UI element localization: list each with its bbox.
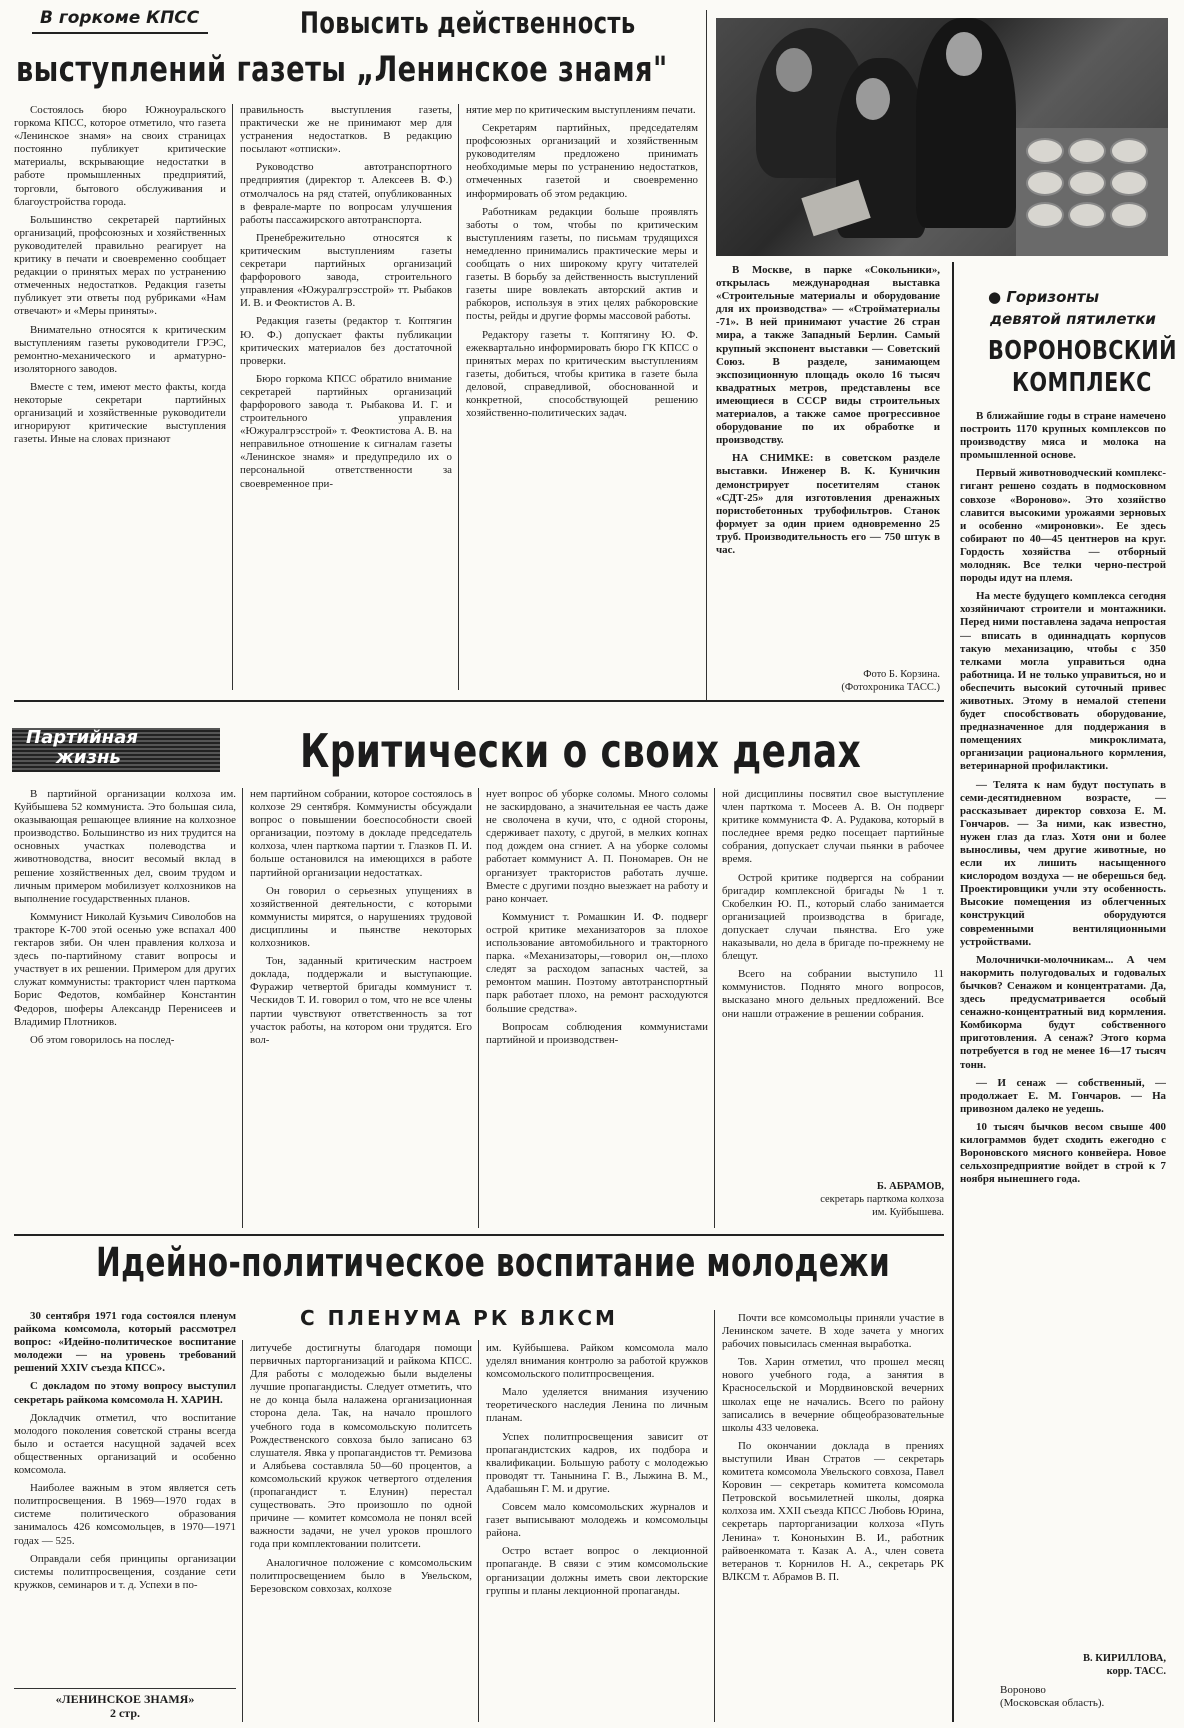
top-article-col3: нятие мер по критическим выступлениям печати. Секретарям партийных, председателям профсоюзных организаций и хозяйственным руководителям предложено принимать необходимые меры по устранению недостатков, отмеченных газетой и своевременно информировать об этом редакцию. Работникам редакции больше проявлять заботы о том, чтобы по критическим выступлениям газеты, по письмам трудящихся немедленно принимались практические меры и сообщать о них широкому кругу читателей газеты. В борьбу за действенность выступлений газеты шире вовлекать авторский актив и рабкоров, используя в этих целях рабкоровские посты, рейды и другие формы массовой работы. Редактору газеты т. Коптягину Ю. Ф. ежеквартально информировать бюро ГК КПСС о принятых мерах по критическим выступлениям газеты, добиться, чтобы критика в газете была деловой, справедливой, обоснованной и конкретной, способствующей решению хозяйственно-политических задач. [466,104,698,420]
rubric-gorizonty: ● Горизонты [988,288,1100,306]
right-headline-line2: КОМПЛЕКС [1012,368,1152,398]
bottom-article-col2: литучебе достигнуты благодаря помощи первичных парторганизаций и райкома КПСС. Для работы с молодежью были выделены лучшие пропагандисты. Следует отметить, что не до конца была налажена организационная сторона дела. Так, на начало прошлого учебного года в комсомольскую политсеть Рождественского совхоза было записано 63 слушателя. Явка у пропагандистов тт. Ремизова и Алябьева составляла 50—60 процентов, а комсомольский кружок четвертого отделения (пропагандист т. Елунин) перестал существовать. Это произошло по одной причине — комитет комсомола не понял всей важности задачи, не учел уроков прошлого года при комплектовании политсети. Аналогичное положение с комсомольским политпросвещением было в Увельском, Березовском совхозах, колхозе [250,1342,472,1595]
middle-article-col2: нем партийном собрании, которое состоялось в колхозе 29 сентября. Коммунисты обсуждали вопрос о повышении боеспособности своей организации, поэтому в докладе председатель колхоза, член парткома партии т. Глазков П. И. больше остановился на имеющихся в работе партийной организации недостатках. Он говорил о серьезных упущениях в хозяйственной деятельности, с которыми коммунисты мирятся, о нарушениях трудовой дисциплины и пьянстве некоторых колхозников. Тон, заданный критическим настроем доклада, поддержали и выступающие. Фуражир четвертой бригады коммунист т. Ческидов Т. И. говорил о том, что не все члены партии чувствуют ответственность за тот участок работы, на котором они трудятся. Его вол- [250,788,472,1046]
photo-credit: Фото Б. Корзина. (Фотохроника ТАСС.) [841,669,940,693]
column-rule [478,1340,479,1722]
bottom-headline: Идейно-политическое воспитание молодежи [96,1240,891,1286]
column-rule [458,104,459,690]
column-rule [478,788,479,1228]
right-article-place: Вороново (Московская область). [1000,1684,1105,1709]
snimke-label: НА СНИМКЕ: [732,452,814,465]
right-article-signature: В. КИРИЛЛОВА, корр. ТАСС. [1083,1653,1166,1677]
column-rule [242,788,243,1228]
rubric-party-life: Партийная жизнь [12,728,220,772]
rubric-pyatiletki: девятой пятилетки [990,310,1156,328]
newspaper-name: «ЛЕНИНСКОЕ ЗНАМЯ» [55,1692,195,1706]
column-rule [714,788,715,1228]
top-article-col1: Состоялось бюро Южноуральского горкома КПСС, которое отметило, что газета «Ленинское знамя» на своих страницах постоянно публикует критические материалы, вскрывающие недостатки в работе промышленных предприятий, торговли, бытового обслуживания и благоустройства города. Большинство секретарей партийных организаций, профсоюзных и хозяйственных руководителей правильно реагирует на критику в печати и своевременно сообщает редакции о принятых мерах по устранению отмеченных недостатков. Редакция газеты публикует эти ответы под рубриками «Нам отвечают» и «Меры приняты». Внимательно относятся к критическим выступлениям газеты руководители ГРЭС, ремонтно-механического и арматурно-изоляторного заводов. Вместе с тем, имеют место факты, когда некоторые секретари партийных организаций и хозяйственные руководители игнорируют критические выступления газеты. Иные на словах признают [14,104,226,446]
rubric-underline [32,32,208,34]
middle-article-signature: Б. АБРАМОВ, секретарь парткома колхоза им. Куйбышева. [820,1181,944,1218]
footer-rule [14,1688,236,1689]
middle-headline: Критически о своих делах [300,724,862,778]
middle-article-col3: нует вопрос об уборке соломы. Много соломы не заскирдовано, а значительная ее часть даже не сволочена в кучи, что, с одной стороны, сдерживает пахоту, с другой, в мелких копнах под дождем она сгниет. А на уборке соломы работает коммунист А. П. Пономарев. Он не организует трактористов работать лучше. Вместе с другими поздно выезжает на работу и рано кончает. Коммунист т. Ромашкин И. Ф. подверг острой критике механизаторов за плохое использование автомобильного и тракторного парка. «Механизаторы,—говорил он,—плохо следят за расходом запасных частей, за ремонтом машин. Поэтому автотранспортный парк работает плохо, на ремонт расходуются большие средства». Вопросам соблюдения коммунистами партийной и производствен- [486,788,708,1046]
middle-article-col4: ной дисциплины посвятил свое выступление член парткома т. Мосеев А. В. Он подверг критике коммуниста Ф. А. Рудакова, который в последнее время редко посещает партийные собрания, допускает случаи пьянки в рабочее время. Острой критике подвергся на собрании бригадир комплексной бригады № 1 т. Скобелкин Ю. П., который слабо занимается организацией производства в бригаде, допускает случаи пьянства. Его уже наказывали, но дела в бригаде по-прежнему не блещут. Всего на собрании выступило 11 коммунистов. Поднято много вопросов, высказано много дельных предложений. Все они нашли отражение в решении собрания. [722,788,944,1020]
page-footer [14,1692,236,1720]
photo-caption: В Москве, в парке «Сокольники», открылась международная выставка «Строительные материалы и оборудование для их производства» — «Стройматериалы -71». В ней принимают участие 26 стран мира, а также Западный Берлин. Самый крупный экспонент выставки — Советский Союз. В разделе, занимающем экспозиционную площадь около 16 тысяч квадратных метров, представлены все имеющиеся в СССР виды строительных материалов, а также самое прогрессивное оборудование по их обработке и производству. НА СНИМКЕ: в советском разделе выставки. Инженер В. К. Куничкин демонстрирует посетителям станок «СДТ-25» для изготовления дренажных пористобетонных трубофильтров. Станок формует за один прием одновременно 25 труб. Производительность его — 750 штук в час. [716,264,940,556]
right-headline-line1: ВОРОНОВСКИЙ [988,336,1177,366]
middle-article-col1: В партийной организации колхоза им. Куйбышева 52 коммуниста. Это большая сила, оказывающая решающее влияние на колхозное производство. Большинство из них трудится на основных участках полеводства и животноводства, вносит весомый вклад в решение хозяйственных дел, своим трудом и личным примером мобилизует колхозников на выполнение государственных планов. Коммунист Николай Кузьмич Сиволобов на тракторе К-700 этой осенью уже вспахал 400 гектаров зяби. Он член правления колхоза и здесь по-партийному ставит вопросы и участвует в их решении. Примером для других служат коммунисты: тракторист член парткома Борис Федотов, комбайнер Константин Федоров, шоферы Александр Перенисеев и Владимир Плотников. Об этом говорилось на послед- [14,788,236,1046]
section-rule [14,1234,944,1236]
right-column-rule [952,262,954,1722]
top-article-col2: правильность выступления газеты, практически же не принимают мер для устранения недостатков. В редакцию посылают «отписки». Руководство автотранспортного предприятия (директор т. Алексеев В. Ф.) отмолчалось на ряд статей, опубликованных в феврале-марте по вопросам улучшения работы пассажирского автотранспорта. Пренебрежительно относятся к критическим выступлениям газеты секретари партийных организаций фарфорового завода, строительного управления «Южуралгрэсстрой» тт. Рыбаков И. В. и Феоктистов А. В. Редакция газеты (редактор т. Коптягин Ю. Ф.) допускает факты публикации критических материалов без достаточной проверки. Бюро горкома КПСС обратило внимание секретарей партийных организаций фарфорового завода т. Рыбакова И. Г. и строительного управления «Южуралгрэсстрой» т. Феоктистова А. В. на неправильное отношение к сигналам газеты «Ленинское знамя» и предупредило их о персональной ответственности за своевременное при- [240,104,452,490]
exhibition-photo [716,18,1168,256]
bottom-article-col4: Почти все комсомольцы приняли участие в Ленинском зачете. В ходе зачета у многих рабочих повысилась сменная выработка. Тов. Харин отметил, что прошел месяц нового учебного года, а занятия в Красносельской и Мордвиновской вечерних школах еще не начались. Всего по району записались в вечерние общеобразовательные школы 433 человека. По окончании доклада в прениях выступили Иван Стратов — секретарь комитета комсомола Увельского совхоза, Павел Коровин — секретарь комитета комсомола Петровской восьмилетней школы, доярка колхоза им. XXII съезда КПСС Любовь Юрина, секретарь парторганизации колхоза «Путь Ленина» т. Кононыхин В. И., работник райвоенкомата т. Казак А. А., член совета ветеранов т. Корнилов Н. А., секретарь РК ВЛКСМ т. Абрамов В. П. [722,1312,944,1583]
right-article-body: В ближайшие годы в стране намечено построить 1170 крупных комплексов по производству мяса и молока на промышленной основе. Первый животноводческий комплекс-гигант решено создать в подмосковном совхозе «Вороново». Это хозяйство славится высокими урожаями зерновых и особенно «мироновки». Ее здесь собирают по 40—45 центнеров на круг. Гордость хозяйства — отборный молодняк. Все телки черно-пестрой породы идут на племя. На месте будущего комплекса сегодня хозяйничают строители и монтажники. Перед ними поставлена задача непростая — вписать в одиннадцать корпусов такую механизацию, чтобы с 350 телками могла управиться одна работница. И не только управиться, но и обеспечить высокий суточный привес животных. Этому в немалой степени будет способствовать оборудование, предназначенное для поддержания в помещениях микроклимата, организации рационального кормления, ветеринарной профилактики. — Телята к нам будут поступать в семи-десятидневном возрасте, — рассказывает директор совхоза Е. М. Гончаров. — За ними, как известно, нужен глаз да глаз. Хотя они и более выносливы, чем другие животные, но если их лишить насыщенного кислородом воздуха — не оберешься бед. Проектировщики учли эту особенность. Высокие помещения из облегченных конструкций оборудуются современными вентиляционными устройствами. Молочнички-молочникам... А чем накормить полугодовалых и годовалых бычков? Сенажом и концентратами. Да, здесь предусматривается особый сенажно-концентратный вид кормления. Комбикорма будут собственного приготовления. А сенаж? Этого корма потребуется в год не менее 16—17 тысяч тонн. — И сенаж — собственный, — продолжает Е. М. Гончаров. — На привозном далеко не уедешь. 10 тысяч бычков весом свыше 400 килограммов будет сходить ежегодно с Вороновского мясного конвейера. Новое сельхозпредприятие войдет в строй к 7 ноября нынешнего года. [960,410,1166,1186]
top-headline-line2: выступлений газеты „Ленинское знамя" [16,50,668,90]
page-number: 2 стр. [109,1706,141,1720]
bottom-subheadline: С ПЛЕНУМА РК ВЛКСМ [300,1306,618,1330]
column-rule [232,104,233,690]
section-rule [14,700,944,702]
bottom-article-col3: им. Куйбышева. Райком комсомола мало уделял внимания контролю за работой кружков комсомольского политпросвещения. Мало уделяется внимания изучению теоретического наследия Ленина по личным планам. Успех политпросвещения зависит от пропагандистских кадров, их подбора и квалификации. Большую работу с молодежью проводят тт. Танынина Г. В., Лыжина В. М., Адабашьян Г. М. и другие. Совсем мало комсомольских журналов и газет выписывают молодежь и комсомольцы района. Остро встает вопрос о лекционной пропаганде. В связи с этим комсомольские организации должны иметь свои лекторские группы и планы лекционной пропаганды. [486,1342,708,1597]
column-rule [242,1340,243,1722]
column-rule [706,10,707,700]
column-rule [714,1310,715,1722]
rubric-gorkom: В горкоме КПСС [40,8,200,28]
top-headline-line1: Повысить действенность [300,6,636,40]
bottom-article-col1: 30 сентября 1971 года состоялся пленум райкома комсомола, который рассмотрел вопрос: «Идейно-политическое воспитание молодежи — на уровень требований решений XXIV съезда КПСС». С докладом по этому вопросу выступил секретарь райкома комсомола Н. ХАРИН. Докладчик отметил, что воспитание молодого поколения советской страны всегда было и остается насущной задачей всех общественных организаций и особенно комсомола. Наиболее важным в этом является сеть политпросвещения. В 1969—1970 годах в системе политического образования занималось 426 комсомольцев, в 1970—1971 годах — 525. Оправдали себя принципы организации системы политпросвещения, создание сети кружков, семинаров и т. д. Успехи в по- [14,1310,236,1591]
